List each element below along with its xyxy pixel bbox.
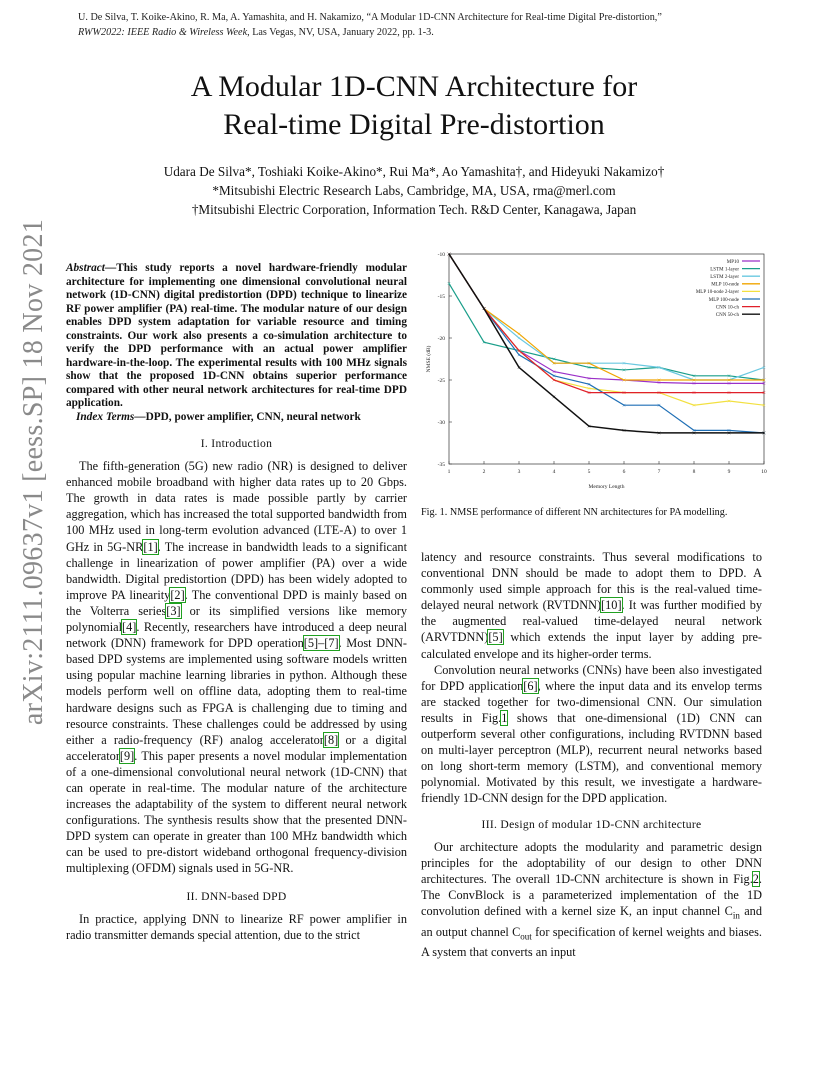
index-terms [66, 411, 407, 425]
citation-link[interactable]: [5] [488, 630, 503, 645]
index-terms-text: —DPD, power amplifier, CNN, neural network [134, 410, 361, 423]
x-tick-label: 10 [761, 469, 767, 475]
x-tick-label: 5 [587, 469, 591, 475]
legend-entry-label: CNN 50-ch [715, 313, 739, 318]
legend-entry-label: CNN 10-ch [715, 305, 739, 311]
cnn-paragraph: Convolution neural networks (CNNs) have been also investigated for DPD application[6], where the input data and its envelop terms are stacked together for two-dimensional CNN. Our simulation results in Fig.1 shows that one-dimensional (1D) CNN can outperform several other configurations, including RVTDNN based on multi-layer perceptron (MLP), recurrent neural networks based on long short-term memory (LSTM), and conventional memory polynomial. Motivated by this result, we investigate a hardware-friendly 1D-CNN design for the DPD application. [421, 662, 763, 806]
x-tick-label: 6 [622, 469, 626, 475]
title-line-1: A Modular 1D-CNN Architecture for [190, 70, 638, 103]
arxiv-stamp [14, 218, 54, 726]
running-header [78, 10, 758, 40]
legend-entry-label: LSTM 2-layer [710, 275, 739, 280]
citation-link[interactable]: [8] [323, 732, 339, 747]
y-tick-label: -15 [437, 294, 445, 300]
title-line-2: Real-time Digital Pre-distortion [223, 108, 605, 141]
figure-caption: Fig. 1. NMSE performance of different NN architectures for PA modelling. [421, 507, 728, 518]
affiliation-1: *Mitsubishi Electric Research Labs, Cambridge, MA, USA, rma@merl.com [212, 183, 616, 198]
citation-link[interactable]: [10] [601, 598, 622, 613]
x-tick-label: 2 [482, 469, 486, 475]
abstract-label: Abstract [66, 262, 105, 274]
section-heading-design: III. Design of modular 1D-CNN architecture [481, 817, 702, 831]
index-terms-label: Index Terms [76, 410, 135, 423]
citation-link[interactable]: [9] [119, 748, 135, 763]
y-tick-label: -25 [437, 378, 445, 384]
x-tick-label: 8 [692, 469, 696, 475]
left-column [66, 262, 407, 943]
figure-link[interactable]: 1 [501, 710, 508, 725]
right-column [421, 549, 762, 960]
dnn-dpd-paragraph: In practice, applying DNN to linearize RF power amplifier in radio transmitter demands special attention, due to the strict [66, 911, 407, 942]
citation-link[interactable]: [6] [523, 678, 538, 693]
citation-link[interactable]: [4] [122, 620, 137, 635]
y-axis-label: NMSE (dB) [426, 345, 432, 373]
x-tick-label: 3 [517, 469, 521, 475]
citation-link[interactable]: [1] [143, 539, 158, 554]
affiliation-2: †Mitsubishi Electric Corporation, Information Tech. R&D Center, Kanagawa, Japan [191, 202, 637, 217]
legend-entry-label: LSTM 1-layer [710, 267, 739, 273]
x-tick-label: 1 [447, 469, 451, 475]
arxiv-stamp-text: arXiv:2111.09637v1 [eess.SP] 18 Nov 2021 [18, 218, 49, 726]
intro-paragraph: The fifth-generation (5G) new radio (NR) is designed to deliver enhanced mobile broadband with higher data rates up to 20 Gbps. The growth in data rates is made possible partly by carrier aggregation, which has increased the total supported bandwidth from 100 MHz used in long-term evolution advanced (LTE-A) to over 1 GHz in 5G-NR[1]. The increase in bandwidth leads to a significant challenge in linearization of power amplifier (PA) over a wide bandwidth. Digital predistortion (DPD) has been widely adopted to improve PA linearity[2]. The conventional DPD is mainly based on the Volterra series[3] or its simplified versions like memory polynomial[4]. Recently, researchers have introduced a deep neural network (DNN) framework for DPD operation[5]–[7]. Most DNN-based DPD systems are implemented using software models written using popular machine learning libraries in python. Although these models perform well on offline data, adopting them to real-time hardware designs such as FPGA is challenging due to timing and resource constraints. These challenges could be addressed by using either a radio-frequency (RF) analog accelerator[8] or a digital accelerator[9]. This paper presents a novel modular implementation of a one-dimensional convolutional neural network (1D-CNN) that can operate in real-time. The modular nature of the architecture increases the adaptability of the system to different neural network configurations. The synthesis results show that the presented DNN-DPD system can operate in greater than 100 MHz bandwidth which can be used to pre-distort wideband orthogonal frequency-division multiplexing (OFDM) signals used in 5G-NR. [66, 459, 407, 876]
venue-name: RWW2022: IEEE Radio & Wireless Week [78, 27, 248, 38]
author-list: Udara De Silva*, Toshiaki Koike-Akino*, Rui Ma*, Ao Yamashita†, and Hideyuki Nakamizo† [163, 164, 665, 179]
abstract-text: —This study reports a novel hardware-friendly modular architecture for implementing one dimensional convolutional neural network (1D-CNN) digital predistortion (DPD) technique to linearize RF power amplifier (PA) real-time. The modular nature of our design enables DPD system adaptation for variable resource and timing constraints. Our work also presents a co-simulation architecture to verify the DPD performance with an actual power amplifier hardware-in-the-loop. The experimental results with 100 MHz signals show that the proposed 1D-CNN obtains superior performance compared with other neural network architectures for real-time DPD application. [66, 262, 407, 409]
citation-link[interactable]: [5]–[7] [303, 636, 339, 651]
legend-entry-label: MLP 10-node 2-layer [695, 290, 739, 296]
y-tick-label: -10 [437, 252, 445, 258]
rvtdnn-paragraph: latency and resource constraints. Thus several modifications to conventional DNN should be made to adopt them to DPD. A commonly used simple approach for this is the real-valued time-delayed neural network (RVTDNN)[10]. It was further modified by the augmented real-valued time-delayed neural network (ARVTDNN)[5] which extends the input layer by adding pre-calculated envelope and its higher-order terms. [421, 550, 762, 661]
design-paragraph: Our architecture adopts the modularity and parametric design principles for the adoptability of our design to other DNN architectures. The overall 1D-CNN architecture is shown in Fig.2. The ConvBlock is a parameterized implementation of the 1D convolution defined with a kernel size K, an input channel $C_{in}$ and an output channel $C_{out}$ for specification of kernel weights and biases. A system that converts an input [421, 839, 762, 960]
x-tick-label: 9 [727, 469, 731, 475]
citation-link[interactable]: [2] [170, 587, 185, 602]
paper-title [0, 68, 828, 144]
figure-link[interactable]: 2 [752, 871, 759, 886]
legend-entry-label: MLP 100-node [708, 297, 739, 303]
series-line-mlp-100-node [449, 254, 764, 433]
section-heading-dnn-dpd: II. DNN-based DPD [186, 889, 287, 903]
author-block [0, 162, 828, 219]
x-tick-label: 4 [552, 469, 556, 475]
legend-entry-label: MP10 [726, 259, 739, 265]
series-line-cnn-50-ch [449, 254, 764, 433]
venue-line [78, 25, 758, 40]
y-tick-label: -35 [437, 462, 445, 468]
citation-line: U. De Silva, T. Koike-Akino, R. Ma, A. Yamashita, and H. Nakamizo, “A Modular 1D-CNN Architecture for Real-time Digital Pre-distortion,” [78, 12, 662, 23]
y-tick-label: -30 [437, 420, 445, 426]
citation-link[interactable]: [3] [166, 603, 181, 618]
abstract [66, 262, 407, 411]
x-axis-label: Memory Length [588, 484, 625, 490]
nmse-chart [421, 246, 767, 498]
legend-entry-label: MLP 10-node [711, 282, 739, 288]
section-heading-introduction: I. Introduction [200, 437, 273, 450]
x-tick-label: 7 [657, 469, 661, 475]
venue-details: , Las Vegas, NV, USA, January 2022, pp. 1-3. [247, 27, 434, 38]
y-tick-label: -20 [437, 336, 445, 342]
